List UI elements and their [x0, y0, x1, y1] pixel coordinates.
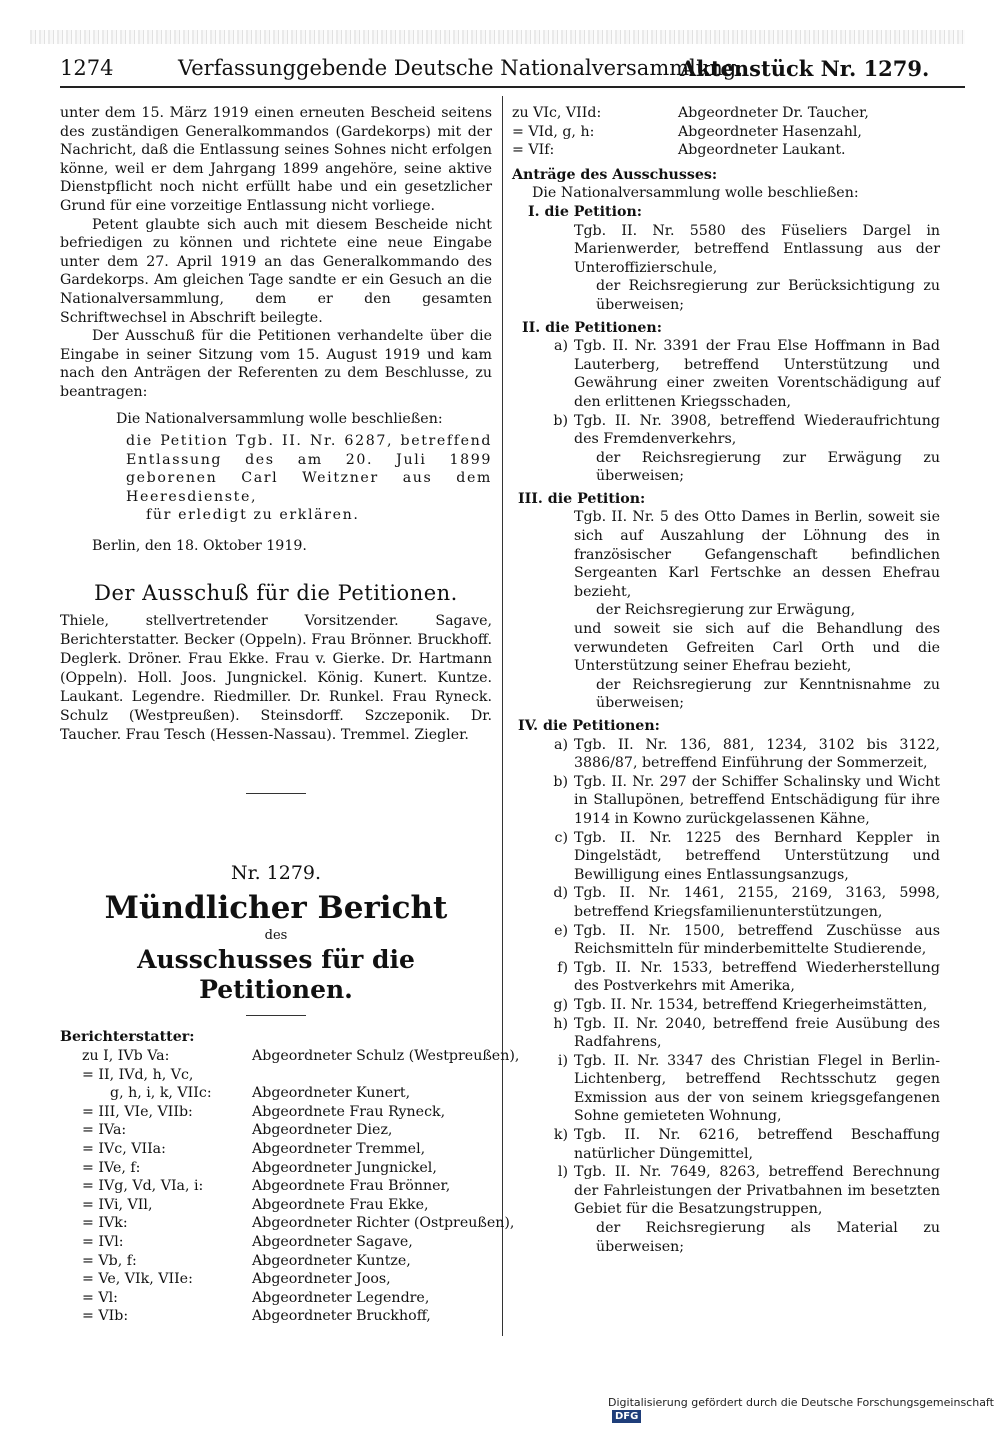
funding-note: Digitalisierung gefördert durch die Deutsche Forschungsgemeinschaft	[608, 1396, 994, 1409]
section-II-items: a) Tgb. II. Nr. 3391 der Frau Else Hoffmann in Bad Lauterberg, betreffend Unterstützung und Gewährung einer zweiten Vorentschädigung auf den erlittenen Kriegsschaden, b) Tgb. II. Nr. 3908, betreffend Wiederaufrichtung des Fremdenverkehrs,	[553, 338, 940, 448]
section-IV-items: a) Tgb. II. Nr. 136, 881, 1234, 3102 bis 3122, 3886/87, betreffend Einführung der Sommerzeit, b) Tgb. II. Nr. 297 der Schiffer Schalinsky und Wicht in Stallupönen, betreffend Entschädigung für ihre 1914 in Kowno zurückgelassenen Kähne, c) Tgb. II. Nr. 1225 des Bernhard Keppler in Dingelstädt, betreffend Unterstützung und Bewilligung eines Entlassungsanzugs, d) Tgb. II. Nr. 1461, 2155, 2169, 3163, 5998, betreffend Kriegsfamilienunterstützungen, e) Tgb. II. Nr. 1500, betreffend Zuschüsse aus Reichsmitteln für minderbemittelte Studierende, f) Tgb. II. Nr. 1533, betreffend Wiederherstellung des Postverkehrs mit Amerika, g) Tgb. II. Nr. 1534, betreffend Kriegerheimstätten, h) Tgb. II. Nr. 2040, betreffend freie Ausübung des Radfahrens, i) Tgb. II. Nr. 3347 des Christian Flegel in Berlin-Lichtenberg, betreffend Rechtsschutz gegen Exmission aus der von seinem kriegsgefangenen Sohne gemieteten Wohnung, k) Tgb. II. Nr. 6216, betreffend Beschaffung natürlicher Düngemittel, l) Tgb. II. Nr. 7649, 8263, betreffend Berechnung der Fahrleistungen der Privatbahnen im besetzten Gebiet für die Besatzungstruppen,	[553, 736, 940, 1218]
motions-heading: Anträge des Ausschusses:	[512, 166, 718, 183]
reporter-name: Abgeordneter Richter (Ostpreußen),	[252, 1215, 515, 1232]
paragraph: Der Ausschuß für die Petitionen verhandelte über die Eingabe in seiner Sitzung vom 15. August 1919 und kam nach den Anträgen der Referenten zu dem Beschlusse, zu beantragen:	[60, 328, 492, 400]
member-list: Thiele, stellvertretender Vorsitzender. Sagave, Berichterstatter. Becker (Oppeln). Frau Brönner. Bruckhoff. Deglerk. Dröner. Frau Ekke. Frau v. Gierke. Dr. Hartmann (Oppeln). Holl. Joos. Jungnickel. König. Kunert. Kuntze. Laukant. Legendre. Riedmiller. Dr. Runkel. Frau Ryneck. Schulz (Westpreußen). Steinsdorff. Szczeponik. Dr. Taucher. Frau Tesch (Hessen-Nassau). Tremmel. Ziegler.	[60, 613, 492, 744]
petition-item: Tgb. II. Nr. 3908, betreffend Wiederaufrichtung des Fremdenverkehrs,	[574, 412, 940, 448]
dfg-logo: DFG	[612, 1410, 641, 1423]
page-number: 1274	[60, 56, 114, 80]
reporter-name: Abgeordneter Legendre,	[252, 1289, 430, 1306]
reporter-name: Abgeordneter Dr. Taucher,	[678, 105, 869, 121]
right-column	[512, 104, 940, 1256]
section-III-action: der Reichsregierung zur Kenntnisnahme zu überweisen;	[596, 676, 940, 712]
reporter-key: g, h, i, k, VIIc:	[110, 1085, 212, 1102]
paragraph: Die Nationalversammlung wolle beschließen:	[116, 410, 443, 427]
section-III-action: der Reichsregierung zur Erwägung,	[596, 602, 856, 619]
reporter-key: = IVi, VIl,	[82, 1196, 153, 1213]
petition-item: Tgb. II. Nr. 136, 881, 1234, 3102 bis 3122, 3886/87, betreffend Einführung der Sommerzeit,	[574, 736, 940, 772]
reporters-list	[82, 1047, 520, 1326]
header-rule	[60, 86, 965, 88]
paragraph: unter dem 15. März 1919 einen erneuten Bescheid seitens des zuständigen Generalkommandos (Gardekorps) mit der Nachricht, daß die Entlassung seines Sohnes nicht erfolgen könne, weil er dem Jahrgang 1899 angehöre, seine aktive Dienstpflicht noch nicht erfüllt habe und ein gesetzlicher Grund für eine vorzeitige Entlassung nicht vorliege.	[60, 105, 492, 214]
report-subtitle: des	[264, 927, 288, 943]
reporter-key: = IVl:	[82, 1233, 124, 1250]
reporter-key: = Vb, f:	[82, 1252, 137, 1269]
petition-item: Tgb. II. Nr. 7649, 8263, betreffend Berechnung der Fahrleistungen der Privatbahnen im besetzten Gebiet für die Besatzungstruppen,	[574, 1164, 940, 1218]
section-III-text: Tgb. II. Nr. 5 des Otto Dames in Berlin, soweit sie sich auf Auszahlung der Löhnung des in französischer Gefangenschaft befindlichen Sergeanten Karl Fertschke an dessen Ehefrau bezieht,	[574, 509, 940, 600]
section-I-heading: I. die Petition:	[528, 203, 643, 220]
reporters-list-cont	[512, 104, 940, 160]
reporter-name: Abgeordneter Laukant.	[678, 142, 846, 159]
reporter-name: Abgeordneter Joos,	[252, 1271, 391, 1288]
reporter-name	[252, 1066, 512, 1085]
running-title: Verfassunggebende Deutsche Nationalversammlung.	[178, 56, 744, 80]
footer	[608, 1396, 1000, 1423]
reporter-name: Abgeordneter Diez,	[252, 1122, 393, 1139]
committee-title: Der Ausschuß für die Petitionen.	[94, 580, 458, 605]
paragraph: für erledigt zu erklären.	[146, 507, 360, 524]
reporter-key: zu I, IVb Va:	[82, 1048, 170, 1065]
document-number: Aktenstück Nr. 1279.	[680, 56, 930, 81]
section-I-text: Tgb. II. Nr. 5580 des Füseliers Dargel in Marienwerder, betreffend Entlassung aus der Unteroffizierschule,	[574, 222, 940, 276]
petition-item: Tgb. II. Nr. 1461, 2155, 2169, 3163, 5998, betreffend Kriegsfamilienunterstützungen,	[574, 885, 940, 920]
reporter-key: = III, VIe, VIIb:	[82, 1103, 193, 1120]
petition-item: Tgb. II. Nr. 6216, betreffend Beschaffung natürlicher Düngemittel,	[574, 1127, 940, 1162]
section-IV-heading: IV. die Petitionen:	[518, 718, 660, 734]
paragraph: die Petition Tgb. II. Nr. 6287, betreffend Entlassung des am 20. Juli 1899 geborenen Carl Weitzner aus dem Heeresdienste,	[126, 433, 492, 505]
reporter-key: = VIb:	[82, 1308, 129, 1325]
reporter-name: Abgeordneter Hasenzahl,	[678, 123, 862, 140]
reporter-name: Abgeordneter Schulz (Westpreußen),	[252, 1048, 520, 1065]
section-II-action: der Reichsregierung zur Erwägung zu überweisen;	[596, 449, 940, 485]
motions-intro: Die Nationalversammlung wolle beschließen:	[532, 185, 859, 202]
petition-item: Tgb. II. Nr. 1225 des Bernhard Keppler in Dingelstädt, betreffend Unterstützung und Bewilligung eines Entlassungsanzugs,	[574, 829, 940, 883]
left-column	[60, 104, 520, 1326]
reporters-heading: Berichterstatter:	[60, 1029, 195, 1046]
reporter-key: = IVe, f:	[82, 1159, 141, 1176]
document-nr: Nr. 1279.	[230, 862, 322, 885]
reporter-name: Abgeordnete Frau Ekke,	[252, 1196, 429, 1213]
section-II-heading: II. die Petitionen:	[522, 319, 662, 336]
page-header	[60, 56, 960, 86]
reporter-name: Abgeordneter Jungnickel,	[252, 1159, 437, 1176]
reporter-name: Abgeordneter Kuntze,	[252, 1252, 411, 1269]
report-title: Mündlicher Bericht	[104, 889, 448, 926]
committee-heading: Ausschusses für die Petitionen.	[137, 945, 415, 1005]
petition-item: Tgb. II. Nr. 3391 der Frau Else Hoffmann in Bad Lauterberg, betreffend Unterstützung und Gewährung einer zweiten Vorentschädigung auf den erlittenen Kriegsschaden,	[574, 338, 940, 410]
petition-item: Tgb. II. Nr. 1534, betreffend Kriegerheimstätten,	[574, 996, 928, 1013]
reporter-name: Abgeordneter Tremmel,	[252, 1141, 426, 1157]
reporter-key: = IVk:	[82, 1215, 128, 1232]
petition-item: Tgb. II. Nr. 1500, betreffend Zuschüsse aus Reichsmitteln für minderbemittelte Studierende,	[574, 922, 940, 958]
petition-item: Tgb. II. Nr. 297 der Schiffer Schalinsky und Wicht in Stallupönen, betreffend Entschädigung für ihre 1914 in Kowno zurückgelassenen Kähne,	[574, 773, 940, 827]
reporter-name: Abgeordneter Bruckhoff,	[252, 1308, 431, 1325]
reporter-name: Abgeordneter Sagave,	[252, 1233, 413, 1250]
scan-noise	[30, 30, 965, 44]
reporter-name: Abgeordnete Frau Brönner,	[252, 1178, 451, 1195]
reporter-key: = II, IVd, h, Vc,	[82, 1066, 194, 1083]
reporter-key: = Vl:	[82, 1289, 118, 1306]
section-I-action: der Reichsregierung zur Berücksichtigung zu überweisen;	[596, 278, 940, 313]
reporter-key: = IVg, Vd, VIa, i:	[82, 1178, 204, 1195]
reporter-key: = IVc, VIIa:	[82, 1141, 166, 1157]
petition-item: Tgb. II. Nr. 1533, betreffend Wiederherstellung des Postverkehrs mit Amerika,	[574, 959, 940, 995]
section-III-heading: III. die Petition:	[518, 490, 646, 507]
reporter-name: Abgeordnete Frau Ryneck,	[252, 1103, 446, 1120]
petition-item: Tgb. II. Nr. 3347 des Christian Flegel in Berlin-Lichtenberg, betreffend Rechtsschutz gegen Exmission aus der von seinem kriegsgefangenen Sohne gemieteten Wohnung,	[574, 1052, 940, 1125]
reporter-key: = Ve, VIk, VIIe:	[82, 1271, 193, 1288]
section-IV-action: der Reichsregierung als Material zu überweisen;	[596, 1220, 940, 1255]
paragraph: Petent glaubte sich auch mit diesem Bescheide nicht befriedigen zu können und richtete eine neue Eingabe unter dem 27. April 1919 an das Generalkommando des Gardekorps. Am gleichen Tage sandte er ein Gesuch an die Nationalversammlung, dem er den gesamten Schriftwechsel in Abschrift beilegte.	[60, 216, 492, 326]
section-III-text: und soweit sie sich auf die Behandlung des verwundeten Gefreiten Carl Orth und die Unterstützung seiner Ehefrau bezieht,	[574, 621, 940, 675]
reporter-key: = VIf:	[512, 142, 555, 159]
reporter-key: zu VIc, VIId:	[512, 105, 602, 121]
petition-item: Tgb. II. Nr. 2040, betreffend freie Ausübung des Radfahrens,	[574, 1015, 940, 1051]
date-line: Berlin, den 18. Oktober 1919.	[92, 538, 307, 555]
reporter-key: = VId, g, h:	[512, 123, 595, 140]
reporter-key: = IVa:	[82, 1122, 127, 1139]
reporter-name: Abgeordneter Kunert,	[252, 1085, 411, 1102]
